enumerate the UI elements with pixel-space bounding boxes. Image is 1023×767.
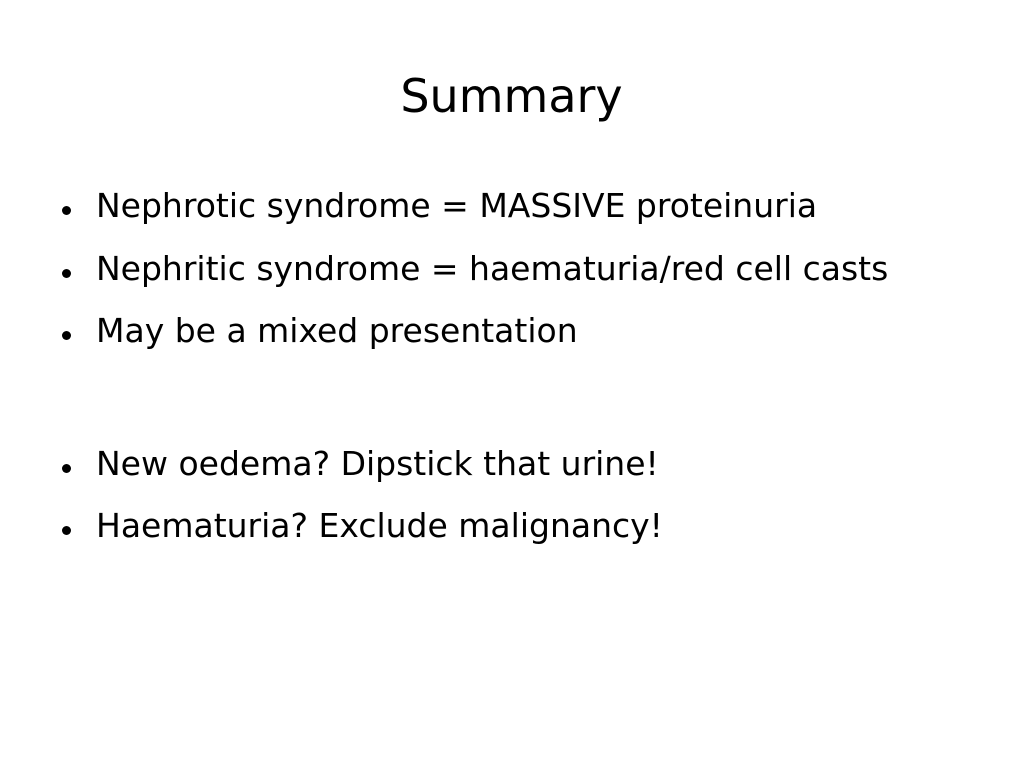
bullet-text: Nephritic syndrome = haematuria/red cell casts [96,249,889,288]
bullet-text: May be a mixed presentation [96,311,578,350]
slide-title: Summary [400,69,623,123]
bullet-item [62,246,888,292]
bullet-point-icon [62,464,71,473]
bullet-item [62,308,578,354]
bullet-point-icon [62,331,71,340]
bullet-item [62,183,817,229]
bullet-text: New oedema? Dipstick that urine! [96,444,659,483]
bullet-point-icon [62,206,71,215]
bullet-text: Nephrotic syndrome = MASSIVE proteinuria [96,186,818,225]
bullet-point-icon [62,269,71,278]
bullet-point-icon [62,526,71,535]
bullet-text: Haematuria? Exclude malignancy! [96,506,663,545]
bullet-item [62,503,663,549]
bullet-item [62,441,659,487]
